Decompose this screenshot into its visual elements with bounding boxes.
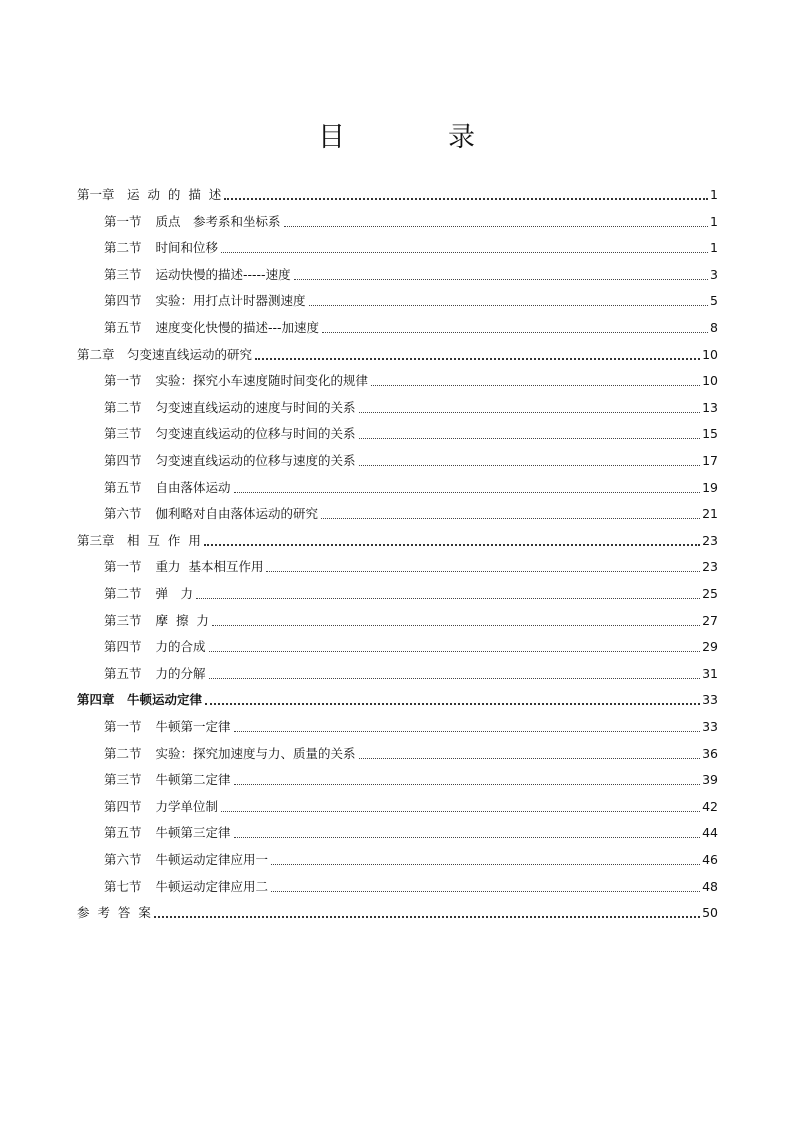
toc-section-number: 第六节 [104, 852, 142, 867]
toc-page-number: 23 [702, 559, 718, 575]
toc-section-entry[interactable] [104, 261, 718, 283]
toc-chapter-title: 参 考 答 案 [77, 905, 151, 921]
toc-chapter-title: 第二章 匀变速直线运动的研究 [77, 346, 253, 362]
toc-page-number: 33 [702, 692, 718, 708]
toc-page-number: 27 [702, 612, 718, 628]
toc-dot-leader [359, 438, 701, 439]
toc-dot-leader [209, 651, 701, 652]
toc-title-char-1: 目 [318, 122, 345, 153]
toc-page-number: 5 [710, 293, 718, 309]
toc-dot-leader [359, 465, 701, 466]
toc-dot-leader [309, 305, 709, 306]
toc-section-number: 第一节 [104, 719, 142, 734]
toc-section-number: 第五节 [104, 479, 142, 495]
toc-dot-leader [322, 332, 708, 333]
toc-section-entry[interactable] [104, 553, 718, 575]
toc-section-number: 第四节 [104, 453, 142, 468]
toc-section-number: 第二节 [104, 586, 142, 601]
toc-section-title: 力学单位制 [155, 798, 219, 814]
toc-section-title: 速度变化快慢的描述---加速度 [155, 320, 320, 335]
toc-dot-leader [212, 625, 700, 626]
toc-section-entry[interactable] [104, 314, 718, 336]
toc-section-entry[interactable] [104, 793, 718, 815]
toc-dot-leader [359, 412, 701, 413]
toc-chapter-entry[interactable] [77, 341, 718, 363]
toc-section-title: 匀变速直线运动的速度与时间的关系 [155, 399, 356, 415]
toc-page-number: 25 [702, 586, 718, 601]
toc-page-number: 19 [702, 479, 718, 495]
toc-section-number: 第七节 [104, 878, 142, 894]
toc-dot-leader [321, 518, 700, 519]
toc-page-number: 50 [702, 905, 718, 921]
toc-page-number: 48 [702, 878, 718, 894]
toc-dot-leader [371, 385, 700, 386]
toc-page-number: 1 [710, 240, 718, 256]
toc-section-number: 第四节 [104, 293, 142, 309]
toc-dot-leader [209, 678, 701, 679]
toc-page-number: 21 [702, 506, 718, 522]
toc-section-number: 第五节 [104, 825, 142, 841]
toc-chapter-entry[interactable] [77, 527, 718, 549]
toc-dot-leader [224, 198, 708, 200]
toc-chapter-entry[interactable] [77, 686, 718, 708]
toc-section-title: 力的合成 [155, 639, 206, 655]
toc-section-title: 自由落体运动 [155, 479, 231, 495]
toc-section-number: 第一节 [104, 559, 142, 575]
toc-section-entry[interactable] [104, 873, 718, 895]
toc-section-number: 第三节 [104, 266, 142, 282]
toc-section-title: 牛顿第一定律 [155, 719, 231, 734]
toc-section-entry[interactable] [104, 234, 718, 256]
toc-section-title: 匀变速直线运动的位移与速度的关系 [155, 453, 356, 468]
toc-dot-leader [234, 492, 701, 493]
toc-page-number: 10 [702, 373, 718, 389]
toc-section-number: 第三节 [104, 426, 142, 442]
toc-section-entry[interactable] [104, 500, 718, 522]
toc-page-number: 13 [702, 399, 718, 415]
toc-page-number: 44 [702, 825, 718, 841]
toc-section-title: 牛顿运动定律应用二 [155, 878, 269, 894]
toc-page-number: 23 [702, 532, 718, 548]
toc-chapter-entry[interactable] [77, 181, 718, 203]
toc-chapter-title: 第一章 运 动 的 描 述 [77, 187, 222, 202]
toc-section-entry[interactable] [104, 420, 718, 442]
toc-section-number: 第一节 [104, 213, 142, 229]
toc-page-number: 29 [702, 639, 718, 655]
toc-page-number: 3 [710, 266, 718, 282]
toc-dot-leader [196, 598, 700, 599]
toc-page-number: 1 [710, 187, 718, 202]
toc-page-number: 31 [702, 665, 718, 681]
toc-dot-leader [271, 891, 700, 892]
toc-section-title: 摩 擦 力 [155, 612, 209, 628]
toc-section-entry[interactable] [104, 766, 718, 788]
toc-section-entry[interactable] [104, 394, 718, 416]
toc-dot-leader [221, 811, 700, 812]
toc-section-title: 实验：用打点计时器测速度 [155, 293, 306, 309]
toc-section-title: 质点 参考系和坐标系 [155, 213, 281, 229]
toc-section-number: 第四节 [104, 639, 142, 655]
toc-dot-leader [234, 784, 701, 785]
toc-dot-leader [234, 837, 701, 838]
toc-page-number: 46 [702, 852, 718, 867]
toc-section-entry[interactable] [104, 580, 718, 602]
toc-section-entry[interactable] [104, 660, 718, 682]
toc-dot-leader [255, 358, 700, 360]
toc-section-entry[interactable] [104, 367, 718, 389]
toc-section-entry[interactable] [104, 713, 718, 735]
toc-section-title: 重力 基本相互作用 [155, 559, 264, 575]
toc-section-entry[interactable] [104, 740, 718, 762]
toc-section-number: 第五节 [104, 665, 142, 681]
toc-dot-leader [266, 571, 700, 572]
toc-title-char-2: 录 [448, 122, 475, 153]
toc-page-number: 17 [702, 453, 718, 468]
toc-section-number: 第二节 [104, 399, 142, 415]
toc-section-entry[interactable] [104, 819, 718, 841]
toc-section-entry[interactable] [104, 287, 718, 309]
toc-section-title: 牛顿第二定律 [155, 772, 231, 788]
toc-section-title: 牛顿运动定律应用一 [155, 852, 269, 867]
toc-section-number: 第六节 [104, 506, 142, 522]
toc-section-title: 实验：探究小车速度随时间变化的规律 [155, 373, 369, 389]
toc-page-number: 10 [702, 346, 718, 362]
toc-dot-leader [234, 731, 701, 732]
toc-dot-leader [221, 252, 708, 253]
toc-section-entry[interactable] [104, 474, 718, 496]
toc-chapter-title: 第三章 相 互 作 用 [77, 532, 201, 548]
toc-section-title: 时间和位移 [155, 240, 219, 256]
toc-page-number: 33 [702, 719, 718, 734]
toc-section-entry[interactable] [104, 447, 718, 469]
toc-dot-leader [284, 226, 709, 227]
toc-section-number: 第四节 [104, 798, 142, 814]
toc-section-entry[interactable] [104, 607, 718, 629]
toc-section-number: 第二节 [104, 745, 142, 761]
toc-page-number: 8 [710, 320, 718, 335]
toc-dot-leader [204, 544, 700, 546]
toc-section-title: 力的分解 [155, 665, 206, 681]
toc-section-number: 第五节 [104, 320, 142, 335]
toc-section-title: 牛顿第三定律 [155, 825, 231, 841]
toc-chapter-title: 第四章 牛顿运动定律 [77, 692, 203, 708]
toc-page-number: 36 [702, 745, 718, 761]
toc-section-number: 第三节 [104, 612, 142, 628]
toc-page-number: 1 [710, 213, 718, 229]
toc-dot-leader [359, 758, 701, 759]
toc-title [0, 118, 794, 158]
toc-page-number: 39 [702, 772, 718, 788]
toc-section-number: 第三节 [104, 772, 142, 788]
toc-page-number: 15 [702, 426, 718, 442]
toc-section-number: 第二节 [104, 240, 142, 256]
toc-dot-leader [271, 864, 700, 865]
toc-dot-leader [294, 279, 708, 280]
toc-dot-leader [154, 916, 700, 918]
toc-section-title: 伽利略对自由落体运动的研究 [155, 506, 319, 522]
toc-section-number: 第一节 [104, 373, 142, 389]
toc-section-title: 实验：探究加速度与力、质量的关系 [155, 745, 356, 761]
toc-page-number: 42 [702, 798, 718, 814]
toc-section-title: 弹 力 [155, 586, 194, 601]
toc-section-entry[interactable] [104, 633, 718, 655]
toc-section-title: 匀变速直线运动的位移与时间的关系 [155, 426, 356, 442]
toc-section-entry[interactable] [104, 208, 718, 230]
toc-dot-leader [205, 703, 700, 705]
toc-chapter-entry[interactable] [77, 899, 718, 921]
toc-section-title: 运动快慢的描述-----速度 [155, 266, 291, 282]
toc-section-entry[interactable] [104, 846, 718, 868]
